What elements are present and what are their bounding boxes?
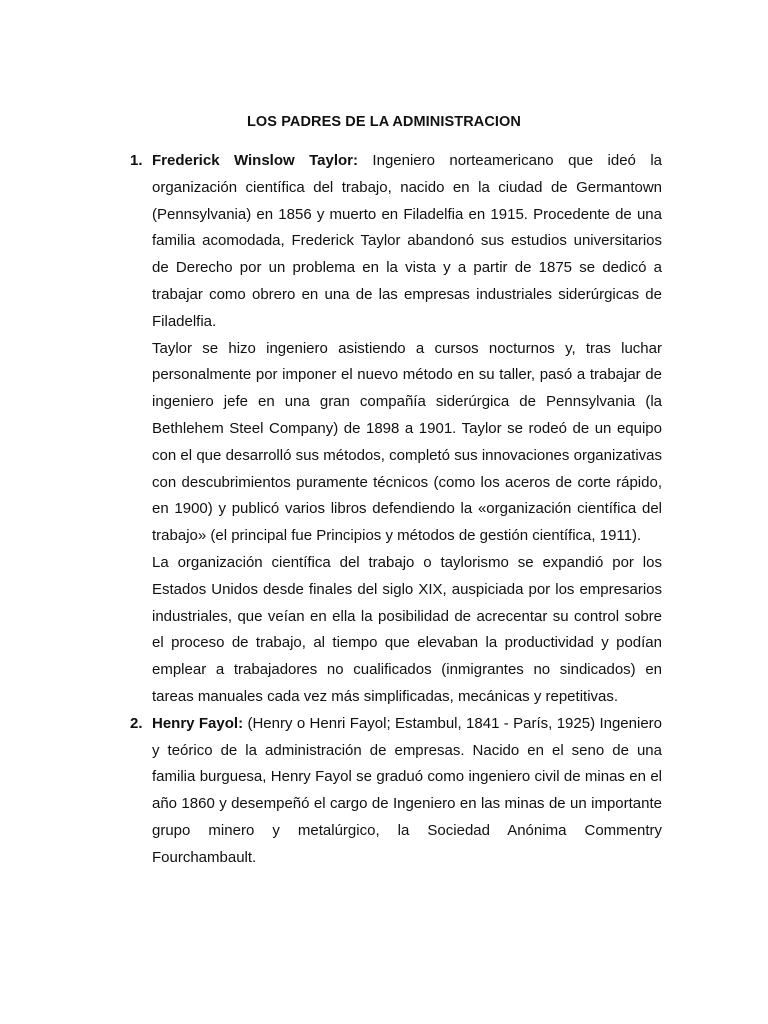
item-number: 2. [130,714,143,732]
item-paragraph: Taylor se hizo ingeniero asistiendo a cursos nocturnos y, tras luchar personalmente por imponer el nuevo método en su taller, pasó a trabajar de ingeniero jefe en una gran compañía siderúrgica de Pennsylvania (la Bethlehem Steel Company) de 1898 a 1901. Taylor se rodeó de un equipo con el que desarrolló sus métodos, completó sus innovaciones organizativas con descubrimientos puramente técnicos (como los aceros de corte rápido, en 1900) y publicó varios libros defendiendo la «organización científica del trabajo» (el principal fue Principios y métodos de gestión científica, 1911). [152,339,662,545]
item-heading: Henry Fayol: [152,714,244,732]
item-number: 1. [130,152,143,169]
item-heading: Frederick Winslow Taylor: [152,152,358,169]
item-text: (Henry o Henri Fayol; Estambul, 1841 - París, 1925) Ingeniero y teórico de la administración de empresas. Nacido en el seno de una familia burguesa, Henry Fayol se graduó como ingeniero civil de minas en el año 1860 y desempeñó el cargo de Ingeniero en las minas de un importante grupo minero y metalúrgico, la Sociedad Anónima Commentry Fourchambault. [152,714,663,866]
list-item-fayol [130,711,662,872]
item-paragraph [152,148,662,336]
item-paragraph [152,711,662,872]
numbered-list [130,148,662,872]
item-text: Ingeniero norteamericano que ideó la organización científica del trabajo, nacido en la ciudad de Germantown (Pennsylvania) en 1856 y muerto en Filadelfia en 1915. Procedente de una familia acomodada, Frederick Taylor abandonó sus estudios universitarios de Derecho por un problema en la vista y a partir de 1875 se dedicó a trabajar como obrero en una de las empresas industriales siderúrgicas de Filadelfia. [152,152,662,330]
item-paragraph: La organización científica del trabajo o taylorismo se expandió por los Estados Unidos desde finales del siglo XIX, auspiciada por los empresarios industriales, que veían en ella la posibilidad de acrecentar su control sobre el proceso de trabajo, al tiempo que elevaban la productividad y podían emplear a trabajadores no cualificados (inmigrantes no sindicados) en tareas manuales cada vez más simplificadas, mecánicas y repetitivas. [152,553,662,705]
document-title: LOS PADRES DE LA ADMINISTRACION [246,114,522,130]
list-item-taylor [130,148,662,711]
